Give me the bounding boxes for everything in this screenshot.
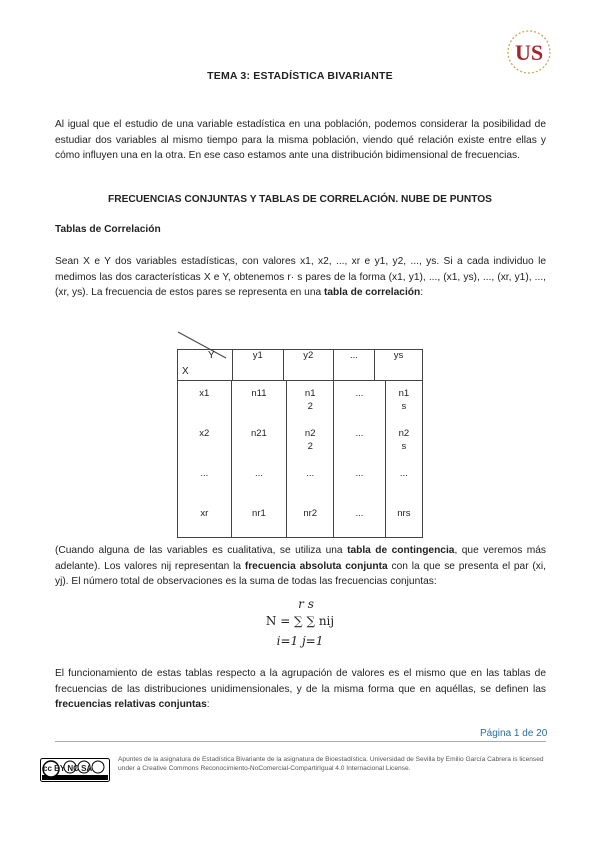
para-bold: tabla de contingencia — [347, 545, 455, 556]
table-cell: ... — [334, 421, 386, 461]
university-logo — [505, 28, 553, 76]
subsection-title: Tablas de Correlación — [55, 224, 161, 235]
para-text: El funcionamiento de estas tablas respecto a la agrupación de valores es el mismo que en las tablas de frecuencias de las distribuciones unidimensionales, y de la misma forma que en aquéllas, se definen las — [55, 668, 546, 695]
page-number: Página 1 de 20 — [480, 728, 548, 739]
header-cell: ys — [374, 350, 422, 381]
table-cell: n21 — [231, 421, 287, 461]
header-cell: ... — [334, 350, 375, 381]
formula-main: N = ∑ ∑ nij — [265, 614, 335, 628]
formula-top — [0, 597, 600, 611]
paragraph-variables — [55, 254, 546, 301]
para-text: (Cuando alguna de las variables es cualitativa, se utiliza una — [55, 545, 348, 556]
section-title: FRECUENCIAS CONJUNTAS Y TABLAS DE CORRELACIÓN. NUBE DE PUNTOS — [108, 194, 492, 205]
para-bold: frecuencias relativas conjuntas — [55, 699, 207, 711]
table-cell: n1 s — [398, 388, 410, 412]
table-cell: n11 — [231, 381, 287, 421]
para-text: Sean X e Y dos variables estadísticas, con valores x1, x2, ..., xr e y1, y2, ..., ys. Si a cada individuo le medimos las dos características X e Y, obtenemos r· s pares de la forma (x1, y1), ..., (x1, ys), ..., (xr, y1), ..., (xr, ys). La frecuencia de estos pares se representa en una — [55, 256, 546, 299]
table-row — [178, 381, 422, 421]
row-label: x2 — [178, 421, 231, 461]
formula-limits-top: r s — [298, 597, 314, 611]
paragraph-contingency — [55, 543, 546, 590]
table-cell: ... — [287, 461, 334, 501]
para-bold: tabla de correlación — [323, 287, 421, 299]
para-text: , que veremos más adelante). Los valores nij representan la — [55, 545, 546, 572]
table-row — [178, 421, 422, 461]
paragraph-relative — [55, 666, 546, 713]
table-row — [178, 461, 422, 501]
creative-commons-badge[interactable] — [40, 758, 110, 782]
table-cell: nr1 — [231, 501, 287, 537]
header-cell: y1 — [233, 350, 284, 381]
table-cell: n1 2 — [287, 381, 334, 421]
corner-cell — [178, 350, 233, 381]
intro-paragraph: Al igual que el estudio de una variable estadística en una población, podemos considerar la posibilidad de estudiar dos variables al mismo tiempo para la misma población, viendo qué relación existe entre ellas y cómo influyen una en la otra. En ese caso estamos ante una distribución bidimensional de frecuencias. — [55, 119, 546, 162]
para-tail: : — [206, 699, 210, 711]
svg-text:US: US — [514, 40, 544, 65]
table-cell: n2 2 — [287, 421, 334, 461]
row-label: ... — [178, 461, 231, 501]
y-label: Y — [208, 350, 215, 361]
para-bold: frecuencia absoluta conjunta — [244, 560, 388, 572]
table-row — [178, 501, 422, 537]
x-label: X — [182, 366, 189, 377]
license-text: Apuntes de la asignatura de Estadística Bivariante de la asignatura de Bioestadística. Universidad de Sevilla by Emilio García Cabrera is licensed under a Creative Commons Reconocimiento-NoComercial-CompartirIgual 4.0 Internacional License. — [118, 756, 544, 772]
page-title: TEMA 3: ESTADÍSTICA BIVARIANTE — [207, 70, 393, 82]
footer-divider — [55, 741, 546, 742]
formula-limits-bottom: i=1 j=1 — [276, 634, 324, 648]
correlation-table — [177, 349, 423, 538]
para-text: con la que se presenta el par (xi, yj). El número total de observaciones es la suma de todas las frecuencias conjuntas: — [55, 560, 546, 588]
table-cell: nrs — [397, 508, 411, 519]
para-tail: : — [420, 287, 424, 299]
table-body — [178, 381, 422, 537]
table-cell: nr2 — [287, 501, 334, 537]
table-cell: n2 s — [398, 428, 410, 452]
table-cell: ... — [399, 468, 408, 479]
row-label: x1 — [178, 381, 231, 421]
header-cell: y2 — [283, 350, 334, 381]
table-cell: ... — [334, 461, 386, 501]
table-cell: ... — [334, 381, 386, 421]
row-label: xr — [178, 501, 231, 537]
table-cell: ... — [334, 501, 386, 537]
table-cell: ... — [231, 461, 287, 501]
cc-badge-text: cc BY NC SA — [43, 764, 93, 773]
